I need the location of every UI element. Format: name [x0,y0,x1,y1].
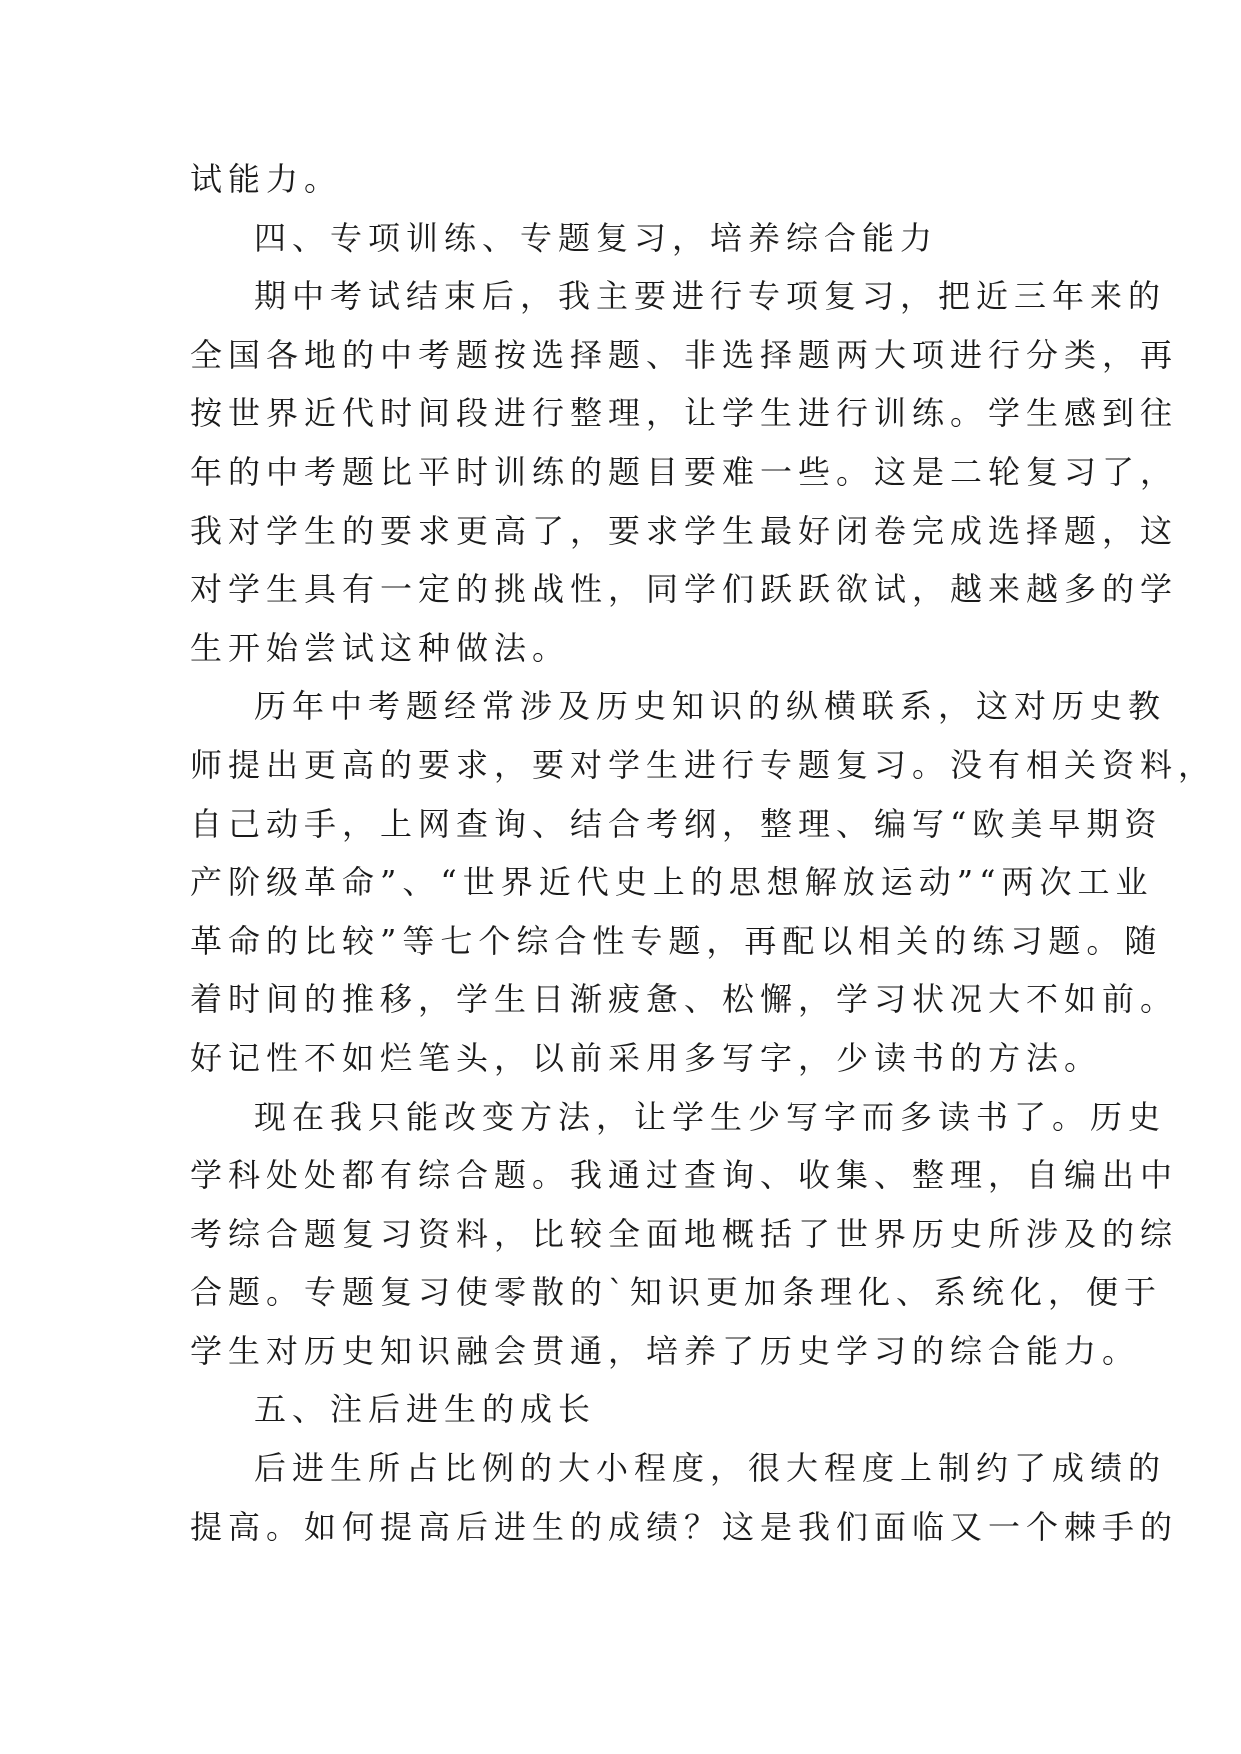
text-line: 试能力。 [190,160,343,198]
text-line: 我对学生的要求更高了，要求学生最好闭卷完成选择题，这 [190,511,1179,550]
text-line: 后进生所占比例的大小程度，很大程度上制约了成绩的 [254,1449,1167,1488]
text-line: 历年中考题经常涉及历史知识的纵横联系，这对历史教 [254,687,1167,726]
text-line: 全国各地的中考题按选择题、非选择题两大项进行分类，再 [190,335,1179,374]
document-body [190,150,1217,1556]
text-line: 五、注后进生的成长 [254,1390,597,1429]
text-line: 四、专项训练、专题复习，培养综合能力 [254,218,939,257]
text-line: 学生对历史知识融会贯通，培养了历史学习的综合能力。 [190,1331,1141,1370]
text-line: 学科处处都有综合题。我通过查询、收集、整理，自编出中 [190,1156,1179,1195]
text-line: 按世界近代时间段进行整理，让学生进行训练。学生感到往 [190,394,1179,433]
text-line: 好记性不如烂笔头，以前采用多写字，少读书的方法。 [190,1038,1103,1077]
text-line: 年的中考题比平时训练的题目要难一些。这是二轮复习了， [190,452,1179,491]
text-line: 对学生具有一定的挑战性，同学们跃跃欲试，越来越多的学 [190,570,1179,609]
text-line: 产阶级革命”、“世界近代史上的思想解放运动”“两次工业 [190,863,1154,902]
text-line: 提高。如何提高后进生的成绩？这是我们面临又一个棘手的 [190,1507,1179,1546]
text-line: 生开始尝试这种做法。 [190,628,571,667]
text-line: 革命的比较”等七个综合性专题，再配以相关的练习题。随 [190,921,1163,960]
text-line: 期中考试结束后，我主要进行专项复习，把近三年来的 [254,277,1167,316]
text-line: 师提出更高的要求，要对学生进行专题复习。没有相关资料， [190,745,1217,784]
text-line: 考综合题复习资料，比较全面地概括了世界历史所涉及的综 [190,1214,1179,1253]
text-line: 合题。专题复习使零散的`知识更加条理化、系统化，便于 [190,1273,1163,1312]
text-line: 现在我只能改变方法，让学生少写字而多读书了。历史 [254,1097,1167,1136]
text-line: 着时间的推移，学生日渐疲惫、松懈，学习状况大不如前。 [190,980,1179,1019]
text-line: 自己动手，上网查询、结合考纲，整理、编写“欧美早期资 [190,804,1163,843]
